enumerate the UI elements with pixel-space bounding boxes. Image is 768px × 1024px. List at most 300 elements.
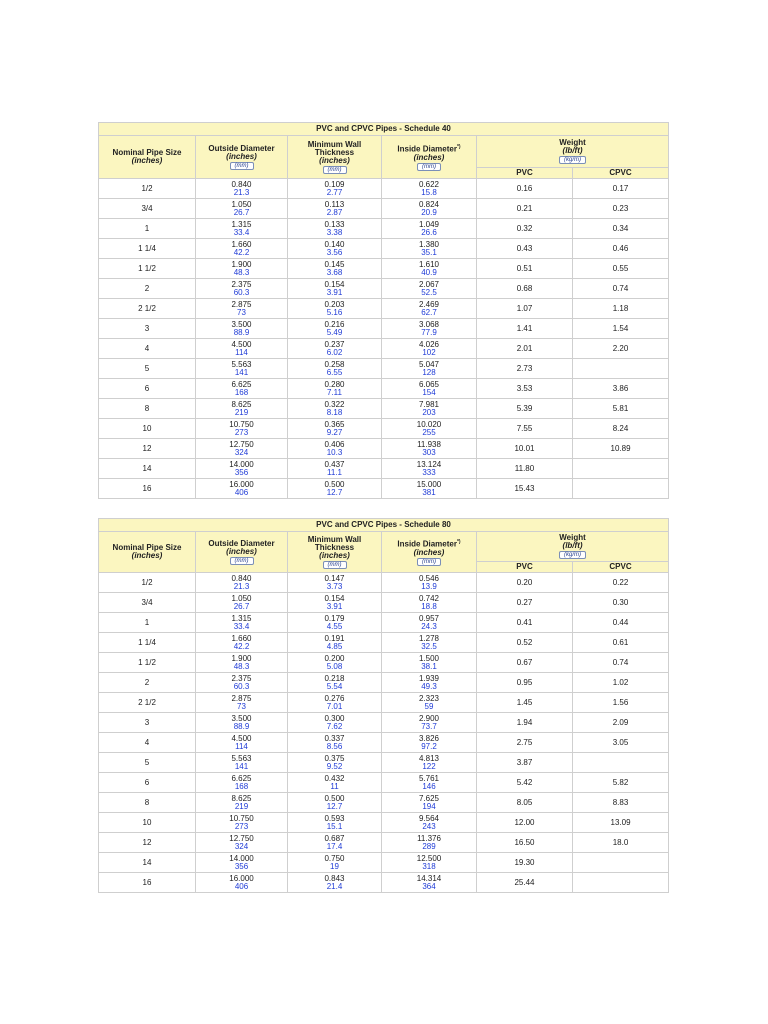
pvc-weight-cell: 8.05	[477, 793, 573, 813]
value-inches: 0.191	[324, 633, 345, 643]
table-row	[99, 439, 669, 459]
value-inches: 0.742	[418, 593, 440, 603]
cpvc-weight-cell: 1.54	[573, 319, 669, 339]
schedule-80-table	[98, 518, 669, 893]
value-mm: 154	[422, 387, 436, 397]
value-inches: 0.258	[324, 359, 345, 369]
pvc-weight-cell: 0.95	[477, 673, 573, 693]
value-inches: 0.840	[231, 573, 252, 583]
wall-thickness-cell	[288, 239, 382, 259]
value-mm: 356	[234, 861, 249, 871]
value-inches: 0.280	[324, 379, 345, 389]
cpvc-weight-cell: 2.20	[573, 339, 669, 359]
value-inches: 0.218	[324, 673, 345, 683]
cpvc-weight-cell	[573, 359, 669, 379]
value-mm: 364	[422, 881, 436, 891]
value-mm: 11.1	[327, 467, 342, 477]
value-mm: 194	[422, 801, 436, 811]
schedule-40-table	[98, 122, 669, 499]
value-mm: 168	[234, 387, 249, 397]
pvc-weight-cell: 7.55	[477, 419, 573, 439]
wall-thickness-cell	[288, 593, 382, 613]
nominal-size-cell: 14	[99, 853, 196, 873]
inside-diameter-cell	[382, 693, 477, 713]
wall-thickness-cell	[288, 653, 382, 673]
inside-diameter-cell	[382, 593, 477, 613]
value-inches: 0.237	[324, 339, 345, 349]
nominal-size-cell: 16	[99, 479, 196, 499]
value-inches: 0.750	[324, 853, 345, 863]
value-inches: 15.000	[416, 479, 442, 489]
pvc-weight-cell: 1.41	[477, 319, 573, 339]
value-inches: 0.276	[324, 693, 345, 703]
pvc-weight-cell: 25.44	[477, 873, 573, 893]
inside-diameter-cell	[382, 379, 477, 399]
value-inches: 5.563	[231, 359, 252, 369]
pvc-weight-cell: 16.50	[477, 833, 573, 853]
table-row	[99, 459, 669, 479]
wall-thickness-cell	[288, 633, 382, 653]
value-inches: 0.200	[324, 653, 345, 663]
value-mm: 128	[422, 367, 436, 377]
value-inches: 2.875	[231, 299, 252, 309]
cpvc-weight-cell: 8.83	[573, 793, 669, 813]
value-inches: 3.068	[418, 319, 440, 329]
outside-diameter-cell	[196, 259, 288, 279]
value-mm: 7.62	[326, 721, 343, 731]
table-row	[99, 753, 669, 773]
wall-thickness-cell	[288, 873, 382, 893]
value-mm: 5.16	[326, 307, 343, 317]
nominal-size-cell: 5	[99, 753, 196, 773]
value-mm: 3.68	[326, 267, 343, 277]
outside-diameter-cell	[196, 873, 288, 893]
inside-diameter-cell	[382, 733, 477, 753]
inside-diameter-cell	[382, 573, 477, 593]
inside-diameter-cell	[382, 319, 477, 339]
value-inches: 0.406	[324, 439, 345, 449]
pvc-weight-cell: 19.30	[477, 853, 573, 873]
cpvc-weight-cell: 1.02	[573, 673, 669, 693]
inside-diameter-cell	[382, 359, 477, 379]
nominal-size-cell: 1/2	[99, 573, 196, 593]
value-inches: 11.376	[417, 833, 441, 843]
wall-thickness-header: Minimum Wall Thickness (inches) (mm)	[288, 532, 382, 573]
pvc-weight-cell: 0.52	[477, 633, 573, 653]
table-row	[99, 833, 669, 853]
cpvc-weight-cell: 0.74	[573, 653, 669, 673]
table-row	[99, 359, 669, 379]
value-mm: 5.49	[326, 327, 343, 337]
table-row	[99, 239, 669, 259]
outside-diameter-cell	[196, 813, 288, 833]
value-mm: 146	[422, 781, 436, 791]
inside-diameter-cell	[382, 813, 477, 833]
outside-diameter-cell	[196, 219, 288, 239]
nominal-size-cell: 4	[99, 339, 196, 359]
cpvc-weight-cell: 0.46	[573, 239, 669, 259]
value-mm: 97.2	[421, 741, 437, 751]
nominal-size-cell: 1 1/4	[99, 633, 196, 653]
inside-diameter-cell	[382, 853, 477, 873]
value-mm: 289	[422, 841, 436, 851]
outside-diameter-cell	[196, 479, 288, 499]
value-mm: 60.3	[233, 681, 250, 691]
value-mm: 88.9	[233, 721, 250, 731]
inside-diameter-cell	[382, 713, 477, 733]
table-row	[99, 633, 669, 653]
value-inches: 13.124	[416, 459, 442, 469]
value-inches: 12.500	[416, 853, 442, 863]
value-inches: 1.315	[231, 613, 252, 623]
value-inches: 16.000	[229, 873, 254, 883]
value-inches: 2.323	[418, 693, 440, 703]
value-inches: 9.564	[418, 813, 440, 823]
value-inches: 0.824	[418, 199, 440, 209]
table-row	[99, 713, 669, 733]
value-inches: 1.315	[231, 219, 252, 229]
pvc-weight-cell: 2.73	[477, 359, 573, 379]
value-mm: 8.56	[326, 741, 343, 751]
value-mm: 318	[422, 861, 436, 871]
cpvc-weight-cell: 5.81	[573, 399, 669, 419]
inside-diameter-cell	[382, 479, 477, 499]
cpvc-weight-cell: 0.22	[573, 573, 669, 593]
value-mm: 32.5	[421, 641, 437, 651]
inside-diameter-header: Inside Diameter*) (inches) (mm)	[382, 532, 477, 573]
value-inches: 2.900	[418, 713, 440, 723]
value-mm: 52.5	[421, 287, 437, 297]
value-inches: 3.500	[231, 713, 252, 723]
value-mm: 73	[237, 307, 246, 317]
outside-diameter-cell	[196, 379, 288, 399]
outside-diameter-cell	[196, 653, 288, 673]
value-inches: 11.938	[417, 439, 441, 449]
value-inches: 16.000	[229, 479, 254, 489]
value-inches: 7.625	[418, 793, 440, 803]
value-mm: 12.7	[326, 801, 343, 811]
value-inches: 0.140	[324, 239, 345, 249]
value-inches: 2.375	[231, 673, 252, 683]
table-row	[99, 379, 669, 399]
pvc-header: PVC	[477, 168, 573, 179]
wall-thickness-cell	[288, 773, 382, 793]
wall-thickness-cell	[288, 673, 382, 693]
pvc-weight-cell: 0.16	[477, 179, 573, 199]
nominal-size-cell: 2 1/2	[99, 299, 196, 319]
outside-diameter-cell	[196, 459, 288, 479]
nominal-size-cell: 14	[99, 459, 196, 479]
value-mm: 333	[422, 467, 436, 477]
pvc-weight-cell: 0.67	[477, 653, 573, 673]
wall-thickness-cell	[288, 179, 382, 199]
nominal-size-cell: 2 1/2	[99, 693, 196, 713]
table-row	[99, 773, 669, 793]
value-mm: 88.9	[233, 327, 250, 337]
wall-thickness-cell	[288, 833, 382, 853]
table-row	[99, 479, 669, 499]
table-row	[99, 399, 669, 419]
wall-thickness-cell	[288, 199, 382, 219]
pvc-weight-cell: 0.41	[477, 613, 573, 633]
value-inches: 0.500	[324, 793, 345, 803]
value-mm: 21.3	[233, 187, 250, 197]
inside-diameter-cell	[382, 339, 477, 359]
cpvc-weight-cell: 0.17	[573, 179, 669, 199]
outside-diameter-cell	[196, 773, 288, 793]
value-inches: 0.375	[324, 753, 345, 763]
wall-thickness-cell	[288, 713, 382, 733]
value-mm: 255	[422, 427, 436, 437]
value-inches: 0.322	[324, 399, 345, 409]
pvc-weight-cell: 2.75	[477, 733, 573, 753]
outside-diameter-cell	[196, 299, 288, 319]
table-row	[99, 593, 669, 613]
value-inches: 3.500	[231, 319, 252, 329]
value-inches: 0.154	[324, 279, 345, 289]
value-mm: 9.52	[326, 761, 343, 771]
nominal-size-cell: 1/2	[99, 179, 196, 199]
wall-thickness-cell	[288, 379, 382, 399]
cpvc-weight-cell: 18.0	[573, 833, 669, 853]
value-inches: 1.500	[418, 653, 440, 663]
value-inches: 2.469	[418, 299, 440, 309]
wall-thickness-cell	[288, 479, 382, 499]
value-mm: 219	[234, 407, 249, 417]
table-row	[99, 673, 669, 693]
table-row	[99, 279, 669, 299]
cpvc-weight-cell	[573, 753, 669, 773]
value-inches: 0.437	[324, 459, 345, 469]
table-row	[99, 259, 669, 279]
pvc-weight-cell: 1.45	[477, 693, 573, 713]
value-inches: 1.380	[418, 239, 440, 249]
wall-thickness-cell	[288, 319, 382, 339]
nominal-size-cell: 2	[99, 673, 196, 693]
value-inches: 0.957	[418, 613, 440, 623]
value-mm: 49.3	[421, 681, 437, 691]
cpvc-weight-cell: 0.61	[573, 633, 669, 653]
cpvc-weight-cell: 3.86	[573, 379, 669, 399]
pvc-weight-cell: 0.68	[477, 279, 573, 299]
nominal-size-cell: 4	[99, 733, 196, 753]
wall-thickness-cell	[288, 299, 382, 319]
nominal-size-cell: 1 1/2	[99, 653, 196, 673]
weight-header: Weight (lb/ft) (kg/m)	[477, 136, 669, 168]
value-mm: 3.38	[326, 227, 343, 237]
cpvc-weight-cell: 0.23	[573, 199, 669, 219]
nominal-size-cell: 5	[99, 359, 196, 379]
outside-diameter-cell	[196, 439, 288, 459]
value-mm: 6.02	[326, 347, 343, 357]
value-inches: 10.750	[229, 419, 254, 429]
wall-thickness-header: Minimum Wall Thickness (inches) (mm)	[288, 136, 382, 179]
value-mm: 24.3	[421, 621, 437, 631]
outside-diameter-cell	[196, 573, 288, 593]
value-mm: 12.7	[326, 487, 343, 497]
value-mm: 324	[234, 447, 249, 457]
value-inches: 12.750	[229, 833, 254, 843]
value-mm: 7.11	[327, 387, 342, 397]
value-mm: 406	[234, 487, 249, 497]
outside-diameter-cell	[196, 693, 288, 713]
outside-diameter-header: Outside Diameter (inches) (mm)	[196, 136, 288, 179]
cpvc-weight-cell	[573, 873, 669, 893]
value-mm: 42.2	[233, 641, 250, 651]
cpvc-weight-cell: 0.44	[573, 613, 669, 633]
value-mm: 26.7	[233, 207, 250, 217]
pvc-weight-cell: 3.87	[477, 753, 573, 773]
value-mm: 114	[235, 347, 248, 357]
outside-diameter-cell	[196, 593, 288, 613]
nominal-size-header: Nominal Pipe Size (inches)	[99, 136, 196, 179]
value-mm: 243	[422, 821, 436, 831]
value-mm: 73.7	[421, 721, 437, 731]
value-mm: 15.8	[421, 187, 437, 197]
inside-diameter-cell	[382, 673, 477, 693]
value-inches: 0.203	[324, 299, 345, 309]
value-inches: 0.216	[324, 319, 345, 329]
value-mm: 141	[234, 367, 249, 377]
value-mm: 11	[330, 781, 339, 791]
outside-diameter-header: Outside Diameter (inches) (mm)	[196, 532, 288, 573]
inside-diameter-cell	[382, 653, 477, 673]
value-inches: 8.625	[231, 399, 252, 409]
table-row	[99, 733, 669, 753]
wall-thickness-cell	[288, 693, 382, 713]
inside-diameter-cell	[382, 833, 477, 853]
value-inches: 1.049	[418, 219, 440, 229]
wall-thickness-cell	[288, 439, 382, 459]
pvc-weight-cell: 0.27	[477, 593, 573, 613]
wall-thickness-cell	[288, 219, 382, 239]
nominal-size-cell: 10	[99, 419, 196, 439]
cpvc-weight-cell: 3.05	[573, 733, 669, 753]
wall-thickness-cell	[288, 573, 382, 593]
outside-diameter-cell	[196, 179, 288, 199]
value-mm: 8.18	[326, 407, 343, 417]
value-inches: 4.026	[418, 339, 440, 349]
outside-diameter-cell	[196, 319, 288, 339]
pvc-weight-cell: 0.51	[477, 259, 573, 279]
value-mm: 381	[422, 487, 436, 497]
value-inches: 10.020	[416, 419, 442, 429]
value-inches: 4.500	[231, 339, 252, 349]
nominal-size-header: Nominal Pipe Size (inches)	[99, 532, 196, 573]
cpvc-weight-cell: 2.09	[573, 713, 669, 733]
table-row	[99, 613, 669, 633]
cpvc-header: CPVC	[573, 168, 669, 179]
pvc-weight-cell: 10.01	[477, 439, 573, 459]
wall-thickness-cell	[288, 813, 382, 833]
table-row	[99, 319, 669, 339]
value-inches: 1.660	[231, 239, 252, 249]
table-row	[99, 299, 669, 319]
cpvc-weight-cell: 0.34	[573, 219, 669, 239]
value-mm: 9.27	[326, 427, 343, 437]
pvc-weight-cell: 3.53	[477, 379, 573, 399]
outside-diameter-cell	[196, 339, 288, 359]
value-mm: 3.73	[326, 581, 343, 591]
value-mm: 2.87	[326, 207, 343, 217]
value-mm: 5.54	[326, 681, 343, 691]
value-mm: 48.3	[233, 661, 250, 671]
outside-diameter-cell	[196, 419, 288, 439]
wall-thickness-cell	[288, 399, 382, 419]
wall-thickness-cell	[288, 339, 382, 359]
nominal-size-cell: 3/4	[99, 199, 196, 219]
value-mm: 3.56	[326, 247, 343, 257]
value-inches: 1.050	[231, 199, 252, 209]
cpvc-weight-cell: 13.09	[573, 813, 669, 833]
inside-diameter-cell	[382, 279, 477, 299]
value-mm: 7.01	[326, 701, 343, 711]
wall-thickness-cell	[288, 613, 382, 633]
value-mm: 73	[237, 701, 246, 711]
cpvc-weight-cell: 1.18	[573, 299, 669, 319]
value-inches: 6.625	[231, 773, 252, 783]
inside-diameter-cell	[382, 873, 477, 893]
value-inches: 0.432	[324, 773, 345, 783]
nominal-size-cell: 2	[99, 279, 196, 299]
value-inches: 0.145	[324, 259, 345, 269]
value-mm: 6.55	[326, 367, 343, 377]
value-inches: 3.826	[418, 733, 440, 743]
wall-thickness-cell	[288, 753, 382, 773]
inside-diameter-cell	[382, 299, 477, 319]
wall-thickness-cell	[288, 733, 382, 753]
inside-diameter-cell	[382, 419, 477, 439]
cpvc-weight-cell	[573, 479, 669, 499]
value-inches: 0.337	[324, 733, 345, 743]
value-inches: 0.840	[231, 179, 252, 189]
nominal-size-cell: 8	[99, 793, 196, 813]
nominal-size-cell: 10	[99, 813, 196, 833]
outside-diameter-cell	[196, 753, 288, 773]
value-mm: 38.1	[421, 661, 437, 671]
value-inches: 2.875	[231, 693, 252, 703]
value-inches: 1.900	[231, 653, 252, 663]
table-row	[99, 873, 669, 893]
value-mm: 35.1	[421, 247, 437, 257]
nominal-size-cell: 6	[99, 773, 196, 793]
table-title: PVC and CPVC Pipes - Schedule 80	[99, 519, 669, 532]
value-mm: 219	[234, 801, 249, 811]
wall-thickness-cell	[288, 459, 382, 479]
value-inches: 4.813	[418, 753, 440, 763]
value-inches: 1.900	[231, 259, 252, 269]
value-mm: 102	[422, 347, 436, 357]
value-mm: 60.3	[233, 287, 250, 297]
outside-diameter-cell	[196, 733, 288, 753]
value-inches: 1.278	[418, 633, 440, 643]
value-mm: 59	[424, 701, 434, 711]
value-mm: 42.2	[233, 247, 250, 257]
inside-diameter-cell	[382, 439, 477, 459]
value-mm: 26.6	[421, 227, 437, 237]
value-inches: 1.610	[418, 259, 440, 269]
value-inches: 0.622	[418, 179, 440, 189]
pvc-weight-cell: 5.39	[477, 399, 573, 419]
wall-thickness-cell	[288, 793, 382, 813]
value-mm: 4.55	[326, 621, 343, 631]
value-mm: 20.9	[421, 207, 437, 217]
value-mm: 122	[422, 761, 436, 771]
value-inches: 0.500	[324, 479, 345, 489]
outside-diameter-cell	[196, 239, 288, 259]
inside-diameter-cell	[382, 633, 477, 653]
value-mm: 203	[422, 407, 436, 417]
